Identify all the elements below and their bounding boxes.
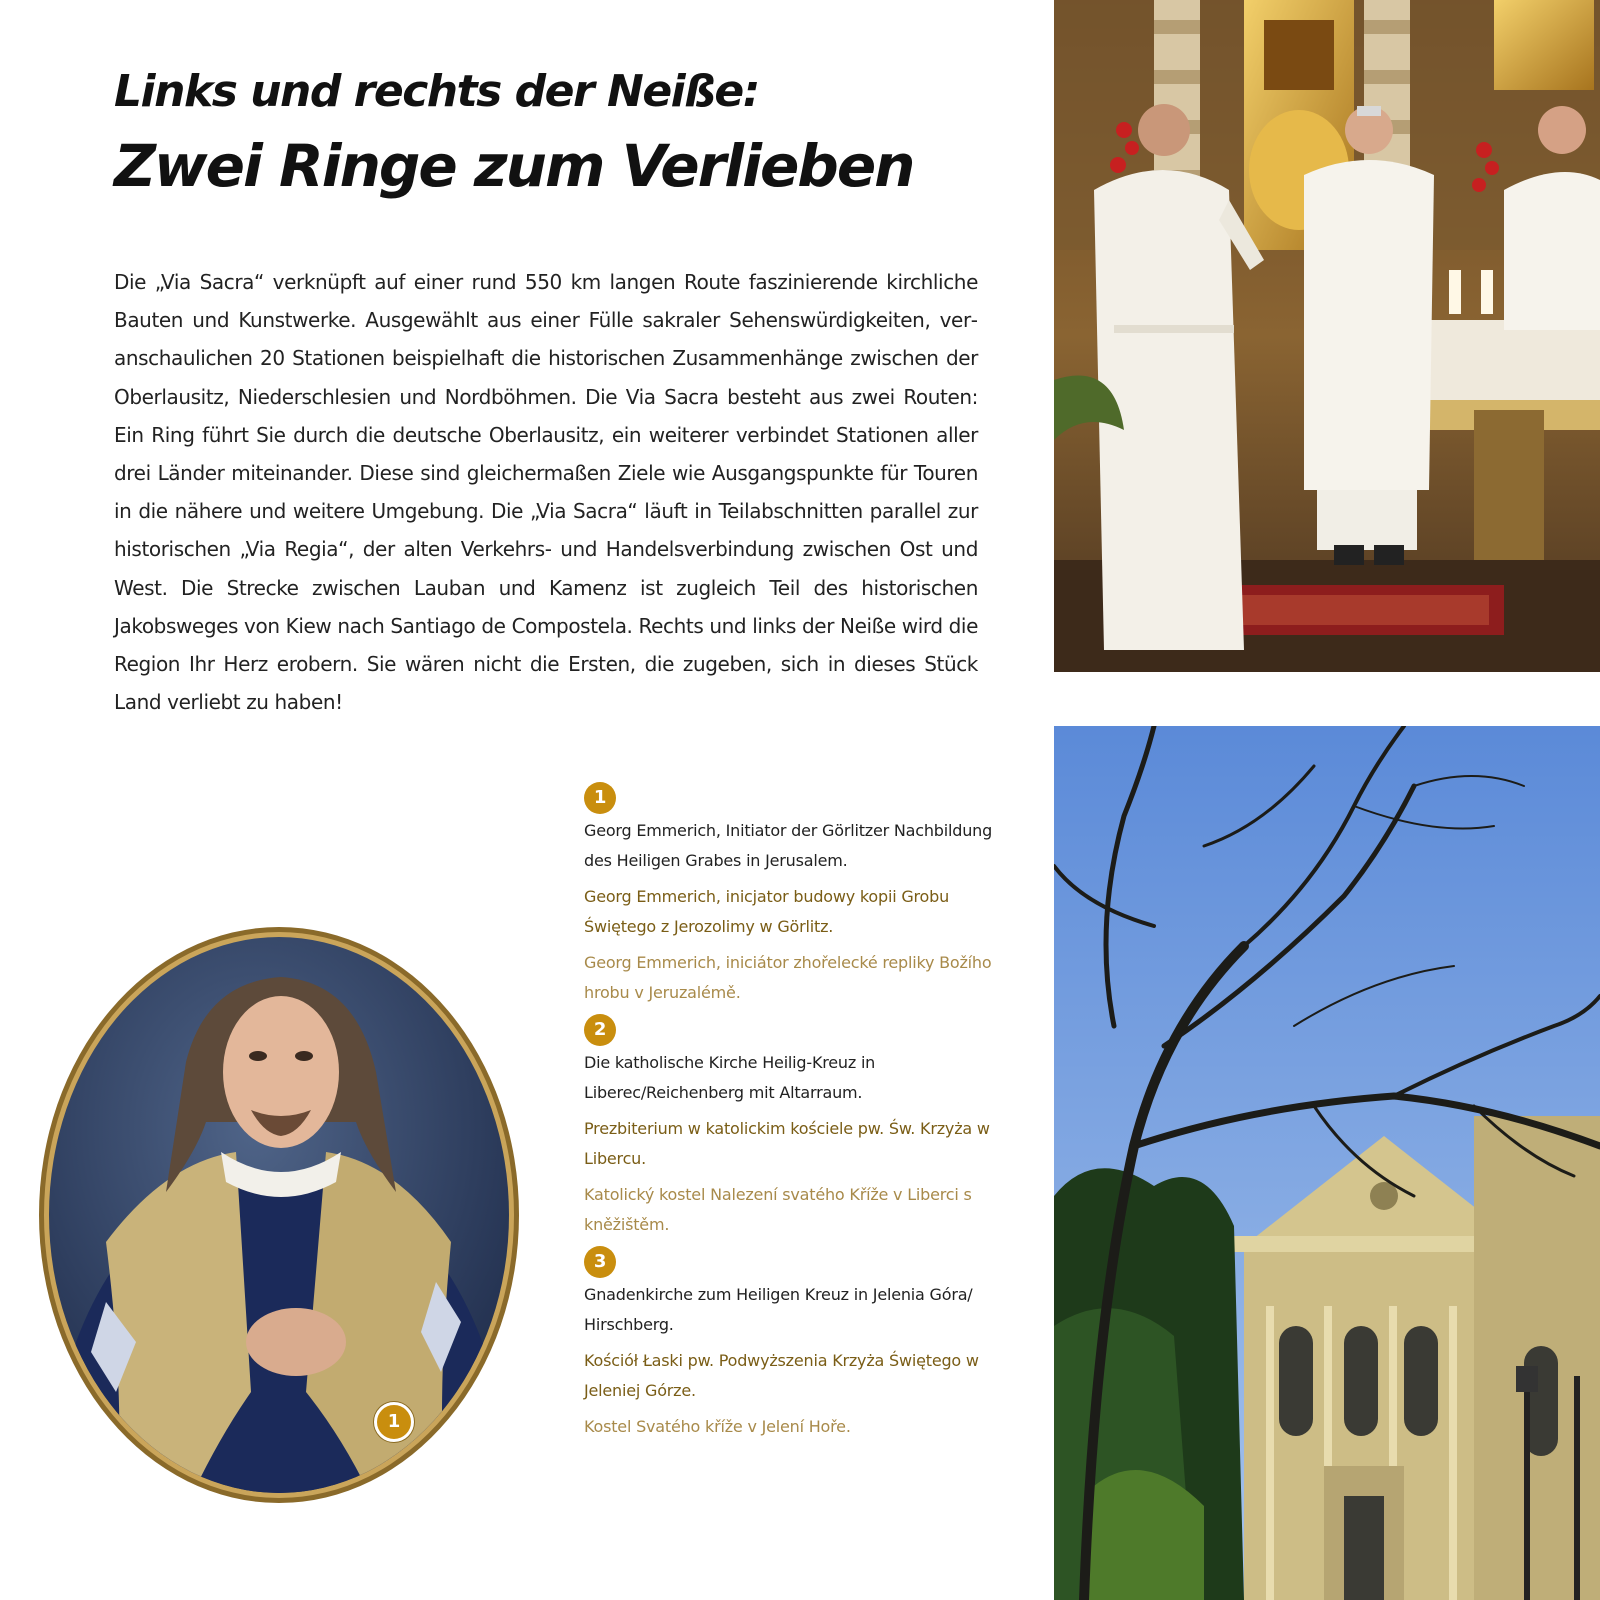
heading-line-2: Zwei Ringe zum Verlieben (114, 132, 914, 200)
captions-list (584, 782, 1004, 1448)
caption-3 (584, 1246, 1004, 1442)
caption-1 (584, 782, 1004, 1008)
caption-2-czech: Katolický kostel Nalezení svatého Kříže v Liberci s kněžištěm. (584, 1185, 972, 1234)
heading-line-1: Links und rechts der Neiße: (114, 66, 759, 117)
caption-2-german: Die katholische Kirche Heilig-Kreuz in Liberec/Reichenberg mit Altarraum. (584, 1053, 876, 1102)
caption-1-german: Georg Emmerich, Initiator der Görlitzer Nachbildung des Heiligen Grabes in Jerusalem. (584, 821, 993, 870)
portrait-georg-emmerich (36, 922, 522, 1508)
caption-number-3: 3 (584, 1246, 616, 1278)
church-photo-illustration (1054, 726, 1600, 1600)
portrait-number-badge: 1 (374, 1402, 414, 1442)
caption-2-polish: Prezbiterium w katolickim kościele pw. Św. Krzyża w Libercu. (584, 1119, 990, 1168)
caption-1-czech: Georg Emmerich, iniciátor zhořelecké repliky Božího hrobu v Jeruzalémě. (584, 953, 992, 1002)
intro-paragraph: Die „Via Sacra“ verknüpft auf einer rund 550 km langen Route faszinierende kirchliche Bauten und Kunstwerke. Ausgewählt aus einer Fülle sakraler Sehenswürdigkeiten, veranschaulichen 20 Stationen beispielhaft die historischen Zusammenhänge zwischen der Oberlausitz, Niederschlesien und Nordböhmen. Die Via Sacra besteht aus zwei Routen: Ein Ring führt Sie durch die deutsche Oberlausitz, ein weiterer verbindet Stationen aller drei Länder miteinander. Diese sind gleichermaßen Ziele wie Ausgangspunkte für Touren in die nähere und weitere Umgebung. Die „Via Sacra“ läuft in Teilabschnitten parallel zur historischen „Via Regia“, der alten Verkehrs- und Handelsverbindung zwischen Ost und West. Die Strecke zwischen Lauban und Kamenz ist zugleich Teil des historischen Jakobsweges von Kiew nach Santiago de Compostela. Rechts und links der Neiße wird die Region Ihr Herz erobern. Sie wären nicht die Ersten, die zugeben, sich in dieses Stück Land verliebt zu haben! (114, 270, 978, 715)
caption-2 (584, 1014, 1004, 1240)
caption-number-2: 2 (584, 1014, 616, 1046)
caption-number-1: 1 (584, 782, 616, 814)
caption-3-czech: Kostel Svatého kříže v Jelení Hoře. (584, 1417, 851, 1436)
portrait-illustration (36, 922, 522, 1508)
caption-3-polish: Kościół Łaski pw. Podwyższenia Krzyża Świętego w Jeleniej Górze. (584, 1351, 979, 1400)
caption-3-german: Gnadenkirche zum Heiligen Kreuz in Jelenia Góra/ Hirschberg. (584, 1285, 973, 1334)
altar-photo (1054, 0, 1600, 672)
caption-1-polish: Georg Emmerich, inicjator budowy kopii Grobu Świętego z Jerozolimy w Görlitz. (584, 887, 950, 936)
altar-photo-illustration (1054, 0, 1600, 672)
church-photo (1054, 726, 1600, 1600)
